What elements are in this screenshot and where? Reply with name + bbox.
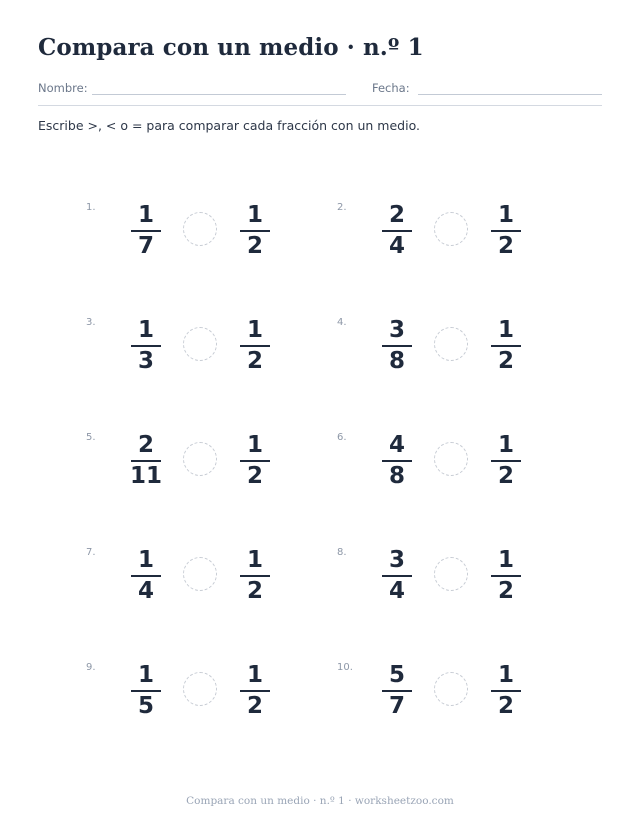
fraction-bar	[382, 690, 412, 692]
left-denominator: 7	[388, 693, 405, 719]
right-denominator: 2	[497, 348, 514, 374]
left-numerator: 5	[388, 662, 405, 688]
instructions: Escribe >, < o = para comparar cada fracción con un medio.	[38, 118, 420, 133]
date-field[interactable]	[418, 94, 602, 95]
left-denominator: 7	[137, 233, 154, 259]
problem-number: 9.	[86, 662, 96, 673]
left-denominator: 4	[137, 578, 154, 604]
problem-item	[86, 202, 336, 282]
fraction-bar	[382, 460, 412, 462]
left-numerator: 1	[137, 202, 154, 228]
problem-number: 10.	[337, 662, 353, 673]
problem-item	[86, 662, 336, 742]
right-fraction	[237, 662, 273, 722]
comparison-answer-circle[interactable]	[434, 672, 468, 706]
right-numerator: 1	[497, 662, 514, 688]
left-denominator: 8	[388, 348, 405, 374]
fraction-bar	[491, 690, 521, 692]
left-fraction	[128, 317, 164, 377]
right-numerator: 1	[246, 432, 263, 458]
fraction-bar	[382, 345, 412, 347]
fraction-bar	[240, 230, 270, 232]
fraction-bar	[131, 230, 161, 232]
right-denominator: 2	[246, 233, 263, 259]
left-denominator: 11	[129, 463, 162, 489]
left-fraction	[128, 547, 164, 607]
right-fraction	[488, 202, 524, 262]
problem-number: 8.	[337, 547, 347, 558]
page-title: Compara con un medio · n.º 1	[38, 34, 424, 61]
fraction-bar	[491, 460, 521, 462]
right-denominator: 2	[246, 578, 263, 604]
right-denominator: 2	[246, 463, 263, 489]
fraction-bar	[131, 345, 161, 347]
problem-number: 3.	[86, 317, 96, 328]
left-fraction	[379, 662, 415, 722]
left-numerator: 2	[388, 202, 405, 228]
right-fraction	[237, 432, 273, 492]
right-numerator: 1	[246, 547, 263, 573]
fraction-bar	[240, 460, 270, 462]
left-numerator: 4	[388, 432, 405, 458]
fraction-bar	[382, 575, 412, 577]
problem-item	[337, 547, 587, 627]
comparison-answer-circle[interactable]	[183, 557, 217, 591]
fraction-bar	[240, 345, 270, 347]
comparison-answer-circle[interactable]	[434, 557, 468, 591]
header-divider	[38, 105, 602, 106]
problem-item	[337, 202, 587, 282]
left-numerator: 3	[388, 547, 405, 573]
right-denominator: 2	[497, 463, 514, 489]
left-numerator: 1	[137, 662, 154, 688]
problem-number: 4.	[337, 317, 347, 328]
right-denominator: 2	[497, 578, 514, 604]
name-field[interactable]	[92, 94, 346, 95]
left-denominator: 4	[388, 233, 405, 259]
right-numerator: 1	[497, 317, 514, 343]
right-denominator: 2	[497, 693, 514, 719]
fraction-bar	[131, 575, 161, 577]
fraction-bar	[491, 345, 521, 347]
comparison-answer-circle[interactable]	[434, 442, 468, 476]
problem-item	[86, 432, 336, 512]
left-numerator: 1	[137, 547, 154, 573]
right-fraction	[237, 202, 273, 262]
right-numerator: 1	[497, 432, 514, 458]
problem-item	[337, 662, 587, 742]
right-denominator: 2	[246, 348, 263, 374]
right-numerator: 1	[246, 202, 263, 228]
right-numerator: 1	[497, 202, 514, 228]
left-fraction	[128, 432, 164, 492]
fraction-bar	[382, 230, 412, 232]
right-fraction	[237, 547, 273, 607]
fraction-bar	[131, 460, 161, 462]
fraction-bar	[240, 690, 270, 692]
problem-number: 5.	[86, 432, 96, 443]
comparison-answer-circle[interactable]	[434, 327, 468, 361]
right-numerator: 1	[246, 662, 263, 688]
right-fraction	[488, 317, 524, 377]
left-denominator: 5	[137, 693, 154, 719]
left-numerator: 2	[137, 432, 154, 458]
fraction-bar	[131, 690, 161, 692]
comparison-answer-circle[interactable]	[434, 212, 468, 246]
comparison-answer-circle[interactable]	[183, 442, 217, 476]
date-label: Fecha:	[372, 81, 410, 95]
footer: Compara con un medio · n.º 1 · worksheetzoo.com	[186, 795, 454, 807]
left-numerator: 3	[388, 317, 405, 343]
fraction-bar	[491, 230, 521, 232]
right-fraction	[488, 432, 524, 492]
right-fraction	[488, 662, 524, 722]
problem-item	[86, 547, 336, 627]
right-fraction	[488, 547, 524, 607]
left-denominator: 3	[137, 348, 154, 374]
right-numerator: 1	[497, 547, 514, 573]
left-fraction	[379, 317, 415, 377]
left-numerator: 1	[137, 317, 154, 343]
problem-item	[337, 317, 587, 397]
right-numerator: 1	[246, 317, 263, 343]
left-denominator: 4	[388, 578, 405, 604]
right-denominator: 2	[246, 693, 263, 719]
problem-item	[86, 317, 336, 397]
comparison-answer-circle[interactable]	[183, 212, 217, 246]
right-fraction	[237, 317, 273, 377]
problem-number: 6.	[337, 432, 347, 443]
comparison-answer-circle[interactable]	[183, 327, 217, 361]
student-info-row	[38, 81, 602, 95]
right-denominator: 2	[497, 233, 514, 259]
left-fraction	[128, 202, 164, 262]
problem-number: 1.	[86, 202, 96, 213]
left-fraction	[379, 547, 415, 607]
fraction-bar	[491, 575, 521, 577]
left-denominator: 8	[388, 463, 405, 489]
left-fraction	[128, 662, 164, 722]
problem-item	[337, 432, 587, 512]
fraction-bar	[240, 575, 270, 577]
left-fraction	[379, 202, 415, 262]
comparison-answer-circle[interactable]	[183, 672, 217, 706]
name-label: Nombre:	[38, 81, 88, 95]
problem-number: 2.	[337, 202, 347, 213]
problem-number: 7.	[86, 547, 96, 558]
left-fraction	[379, 432, 415, 492]
